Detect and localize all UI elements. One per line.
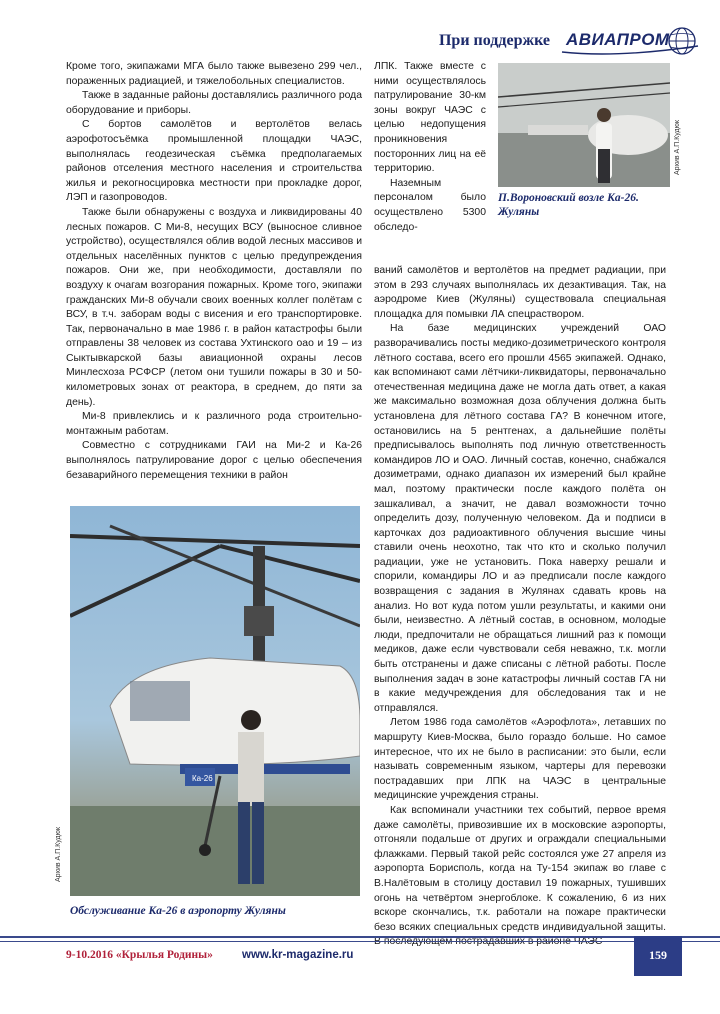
paragraph: Также были обнаружены с воздуха и ликвидированы 40 лесных пожаров. С Ми-8, несущих ВСУ (выносное сливное устройство), осуществлялся облив водой лесных массивов и отдельных населённых пунктов с целью предупреждения пожаров. Они же, при необходимости, доставляли по воздуху к очагам возгорания пожарных. Кроме того, экипажи гражданских Ми-8 обучали своих военных коллег полётам с ВСУ, в т.ч. заборам воды с висения и его транспортировке. Так, первоначально в мае 1986 г. в район катастрофы были отправлены 38 человек из состава Ухтинского оао и 19 – из Сыктывкарской базы авиационной охраны лесов Минлесхоза РСФСР (летом они тушили пожары в 30 и 50-километровых зонах от реактора, в среднем, до пяти за день). [66,206,362,408]
paragraph: Наземным персоналом было осуществлено 5300 обследо- [374,177,486,233]
aviaprom-logo [558,24,706,58]
paragraph: На базе медицинских учреждений ОАО разворачивались посты медико-дозиметрического контроля лётного состава, всего его прошли 4565 экипажей. Однако, как вспоминают сами лётчики-ликвидаторы, первоначально отечественная медицина даже не могла дать ответ, а какая же максимально возможная доза облучения должна быть установлена для лётного состава ГА? В конечном итоге, остановились на 5 рентгенах, а дальнейшие полёты предписывалось выполнять под личную ответственность командиров ЛО и ОАО. Личный состав, конечно, снабжался дозиметрами, однако диапазон их измерений был крайне мал, поэтому практически после каждого полёта он зашкаливал, а значит, не давал возможности точно определить дозу, полученную человеком. Да и подписи в карточках доз радиоактивного облучения высшие чины ставили очень неохотно, так что кто и сколько получил радиации, уже не установить. Пока наверху решали и спорили, командиры ЛО и аэ предписали после каждого возвращения с задания в Жулянах сдавать кровь на анализ. Но вот куда потом ушли результаты, и какими они были, неизвестно. А лётный состав, в основном, молодые люди, предпочитали не обращаться лишний раз к помощи медиков, даже если чувствовали себя неважно, т.к. могли быть отстранены и даже списаны с лётной работы. После выполнения задач в зоне катастрофы личный состав ГА ни в какие медучреждения для обследования так и не отправлялся. [374,323,666,714]
photo-credit: Архив А.П.Кудюк [674,120,681,175]
paragraph: Как вспоминали участники тех событий, первое время даже самолёты, привозившие их в московские аэропорты, отгоняли подальше от других и ограждали специальными флажками. Первый такой рейс состоялся уже 27 апреля из аэропорта Борисполь, когда на Ту-154 экипаж во главе с В.Налётовым в столицу доставил 19 пожарных, тушивших огонь на четвёртом энергоблоке. К сожалению, 6 из них вскоре скончались, т.к. работали на пожаре практически безо всяких специальных средств индивидуальной защиты. [374,804,666,933]
paragraph: Летом 1986 года самолётов «Аэрофлота», летавших по маршруту Киев-Москва, было гораздо больше. Но самое интересное, что их не было в расписании: это были, если называть современным языком, чартеры для перевозки пострадавших при ЛПК на ЧАЭС в центральные медицинские учреждения страны. [374,717,666,802]
photo-ka26-maintenance [70,506,360,896]
sponsor-label: При поддержке [438,32,550,49]
right-text-column [374,264,666,950]
photo-caption: Обслуживание Ка-26 в аэропорту Жуляны [70,905,286,917]
paragraph: Ми-8 привлеклись и к различного рода строительно-монтажным работам. [66,411,362,437]
fuselage-marking: Ка-26 [192,774,213,783]
helicopter-photo-illustration [498,63,670,187]
magazine-url[interactable]: www.kr-magazine.ru [242,949,354,961]
photo-caption: П.Вороновский возле Ка-26. Жуляны [498,192,639,218]
page-number-box [634,936,682,976]
issue-info: 9-10.2016 «Крылья Родины» [66,949,213,961]
paragraph: ваний самолётов и вертолётов на предмет радиации, при этом в 293 случаях выполнялась их дезактивация. Так, на аэродроме Киев (Жуляны) существовала специальная площадка для помывки ЛА спецраствором. [374,265,666,320]
paragraph: С бортов самолётов и вертолётов велась аэрофотосъёмка промышленной площадки ЧАЭС, выполнялась геодезическая съёмка предполагаемых районов отселения местного населения и строительства жилья и рекогносцировка местности при прокладке дорог, ЛЭП и газопроводов. [66,119,362,204]
paragraph: ЛПК. Также вместе с ними осуществлялось патрулирование 30-км зоны вокруг ЧАЭС с целью недопущения проникновения посторонних лиц на её территорию. [374,61,486,175]
paragraph: Также в заданные районы доставлялись различного рода оборудование и приборы. [66,90,362,116]
logo-wordmark: АВИАПРОМ [566,30,670,49]
photo-credit: Архив А.П.Кудюк [55,827,62,882]
footer-divider [0,936,720,938]
right-narrow-text-column [374,60,486,235]
sponsor-block [439,24,706,58]
paragraph: Кроме того, экипажами МГА было также вывезено 299 чел., пораженных радиацией, и тяжелобольных специалистов. [66,61,362,87]
paragraph: Совместно с сотрудниками ГАИ на Ми-2 и Ка-26 выполнялось патрулирование дорог с целью обеспечения безаварийного перемещения техники в район [66,440,362,481]
page-number: 159 [649,948,667,962]
photo-voronovsky-ka26 [498,63,670,187]
helicopter-photo-illustration [70,506,360,896]
left-text-column [66,60,362,483]
footer-divider [0,941,720,942]
